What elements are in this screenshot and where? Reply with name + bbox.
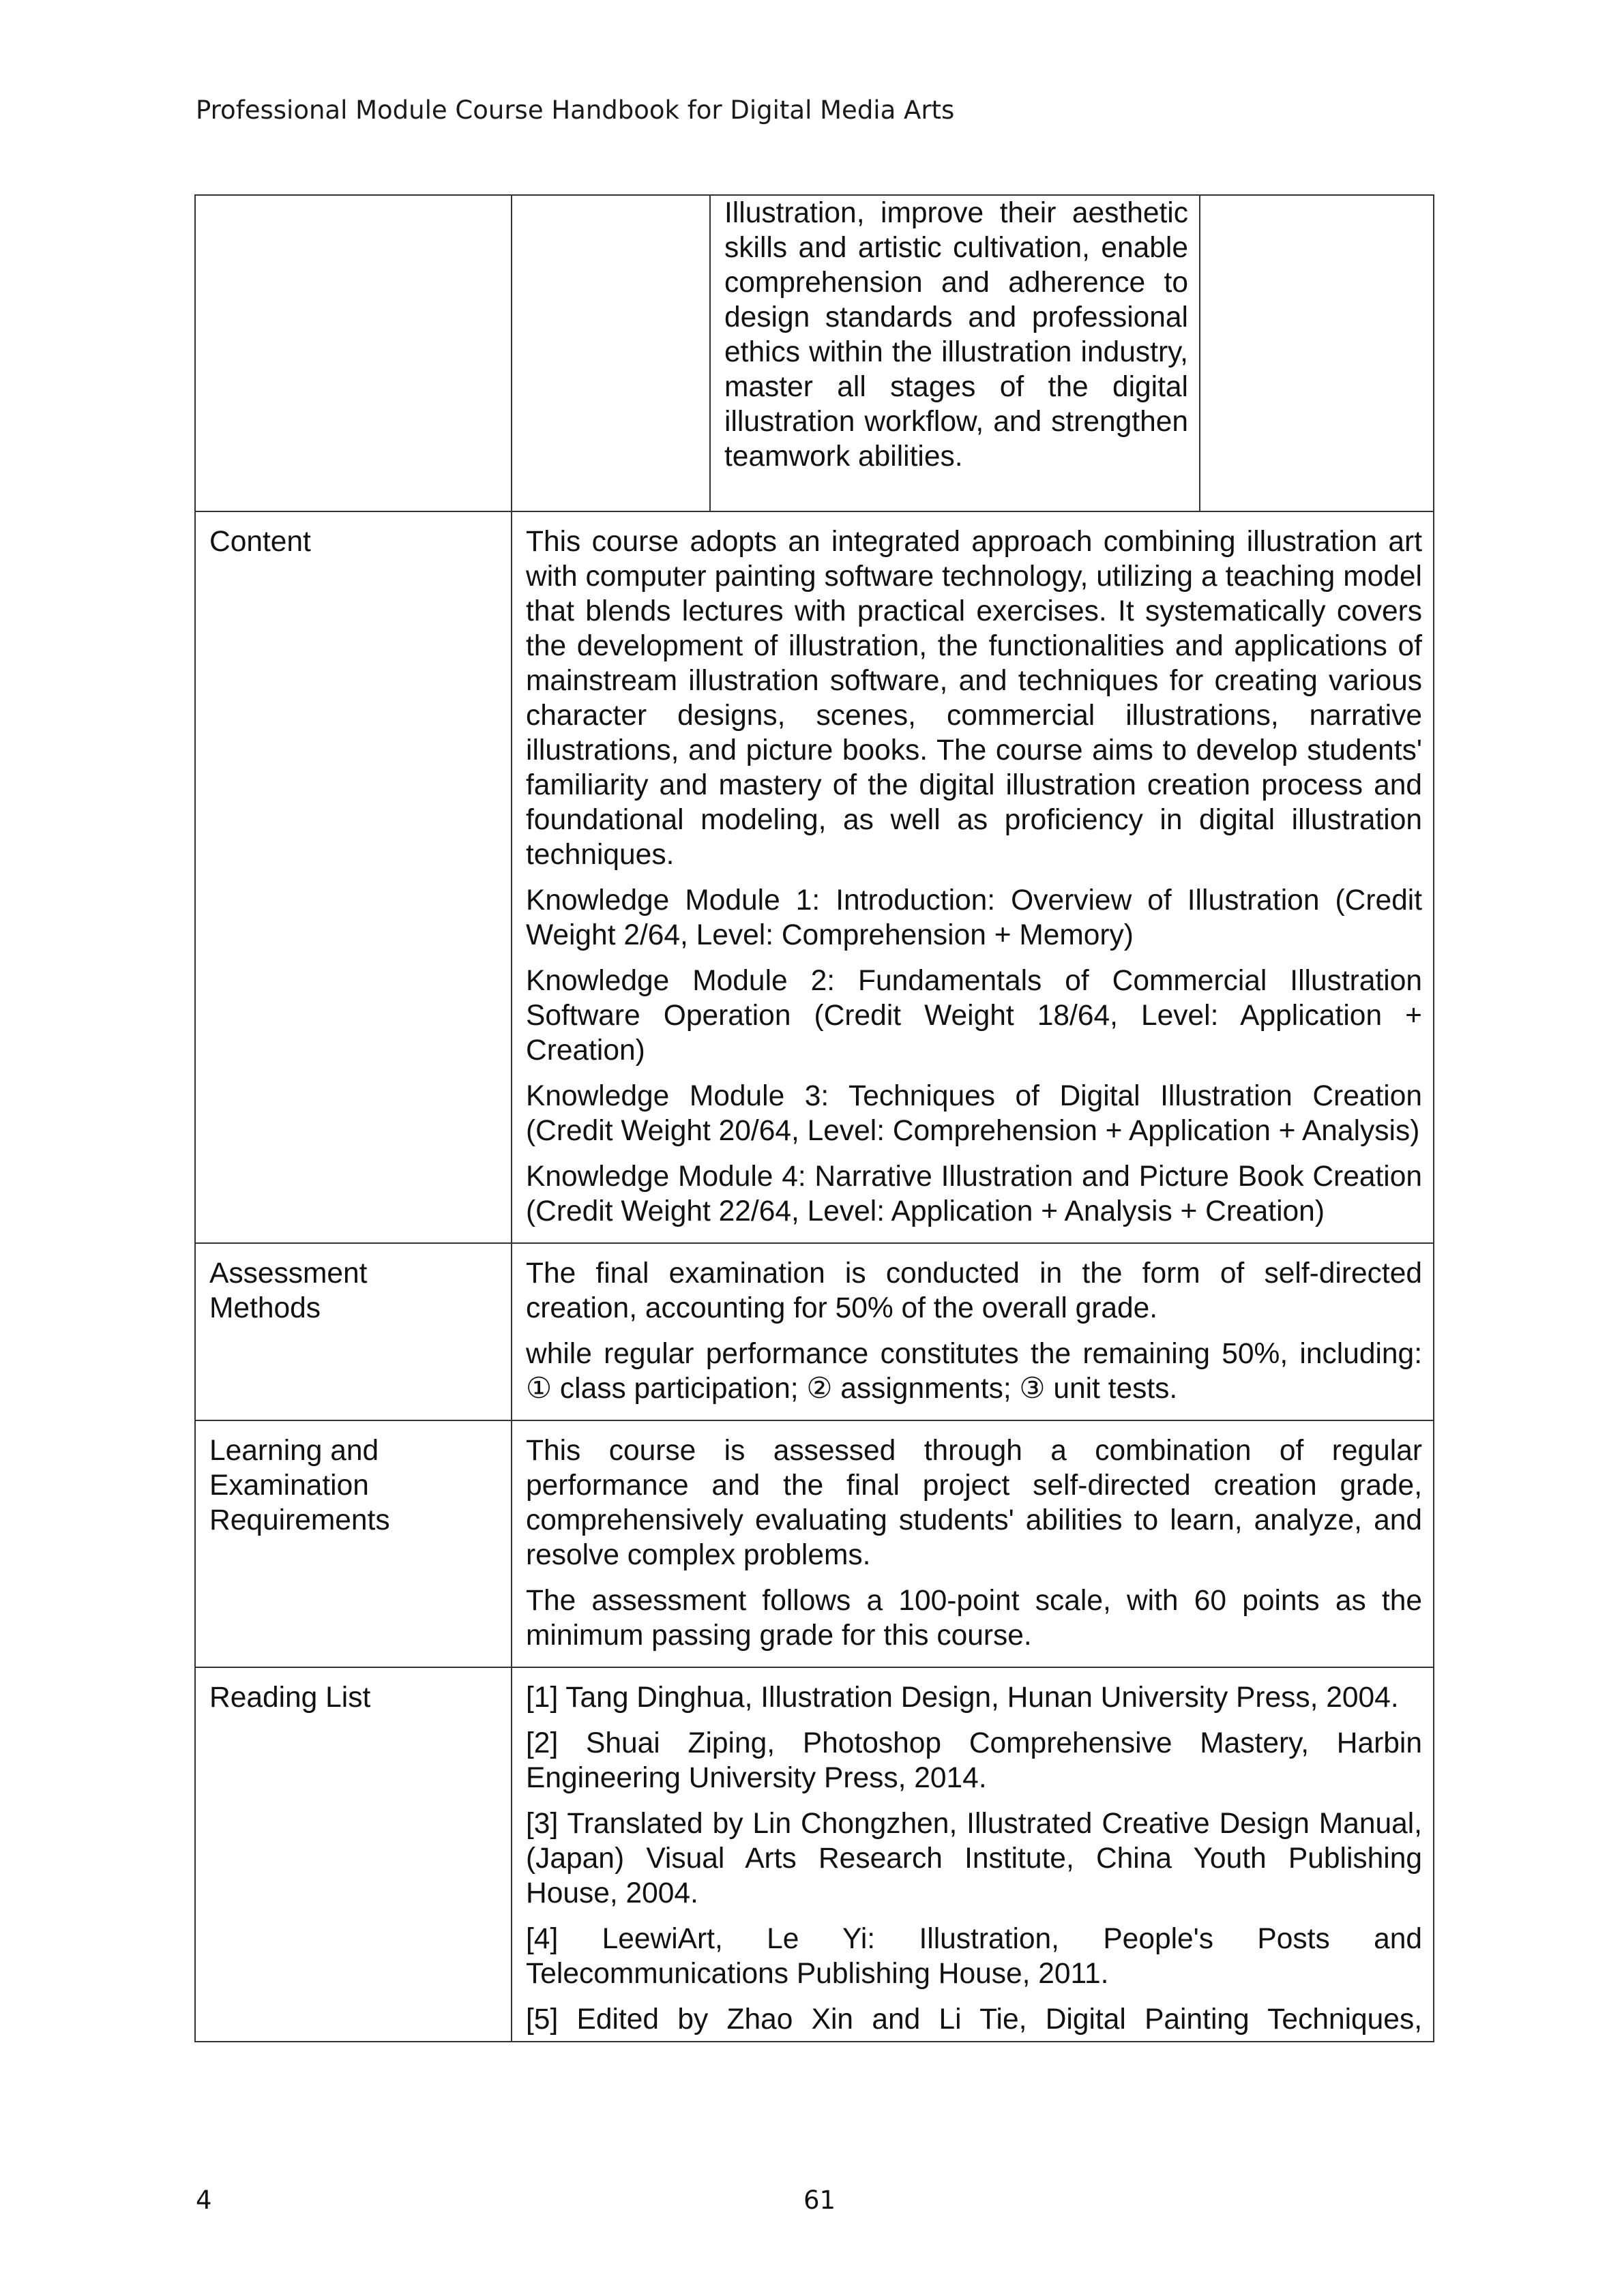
- reading-item: [1] Tang Dinghua, Illustration Design, Hunan University Press, 2004.: [526, 1682, 1399, 1714]
- knowledge-module-2: Knowledge Module 2: Fundamentals of Commercial Illustration Software Operation (Credit Weight 18/64, Level: Application + Creation): [526, 965, 1422, 1067]
- content-description: [512, 511, 1434, 1243]
- reading-item: [3] Translated by Lin Chongzhen, Illustrated Creative Design Manual, (Japan) Visual Arts Research Institute, China Youth Publishing House, 2004.: [526, 1808, 1422, 1909]
- assessment-row: [195, 1243, 1434, 1420]
- knowledge-module-3: Knowledge Module 3: Techniques of Digital Illustration Creation (Credit Weight 20/64, Level: Comprehension + Application + Analysis): [526, 1080, 1422, 1147]
- inner-blank-left: [512, 196, 710, 511]
- content-paragraph: This course adopts an integrated approach combining illustration art with computer painting software technology, utilizing a teaching model that blends lectures with practical exercises. It systematically covers the development of illustration, the functionalities and applications of mainstream illustration software, and techniques for creating various character designs, scenes, commercial illustrations, narrative illustrations, and picture books. The course aims to develop students' familiarity and mastery of the digital illustration creation process and foundational modeling, as well as proficiency in digital illustration techniques.: [526, 526, 1422, 871]
- reading-item: [4] LeewiArt, Le Yi: Illustration, People's Posts and Telecommunications Publishing House, 2011.: [526, 1923, 1422, 1990]
- knowledge-module-1: Knowledge Module 1: Introduction: Overview of Illustration (Credit Weight 2/64, Level: Comprehension + Memory): [526, 884, 1422, 951]
- reading-item: [5] Edited by Zhao Xin and Li Tie, Digital Painting Techniques,: [526, 2003, 1422, 2036]
- assessment-description: [512, 1243, 1434, 1420]
- requirements-row: [195, 1420, 1434, 1667]
- page-number-center: 61: [803, 2186, 836, 2215]
- content-label: Content: [195, 511, 512, 1243]
- page-header: Professional Module Course Handbook for Digital Media Arts: [196, 95, 955, 125]
- reading-list: [512, 1667, 1434, 2042]
- reading-item: [2] Shuai Ziping, Photoshop Comprehensive Mastery, Harbin Engineering University Press, 2014.: [526, 1727, 1422, 1794]
- objectives-split-cell: [512, 195, 1434, 511]
- reading-list-row: [195, 1667, 1434, 2042]
- objectives-inner-table: [512, 196, 1434, 511]
- assessment-paragraph-2: while regular performance constitutes the remaining 50%, including: ① class participation; ② assignments; ③ unit tests.: [526, 1338, 1422, 1405]
- course-table: [194, 194, 1434, 2042]
- assessment-paragraph-1: The final examination is conducted in the form of self-directed creation, accounting for 50% of the overall grade.: [526, 1257, 1422, 1324]
- empty-label-cell: [195, 195, 512, 511]
- content-row: [195, 511, 1434, 1243]
- requirements-description: [512, 1420, 1434, 1667]
- inner-blank-right: [1200, 196, 1434, 511]
- objective-text: Illustration, improve their aesthetic skills and artistic cultivation, enable comprehension and adherence to design standards and professional ethics within the illustration industry, master all stages of the digital illustration workflow, and strengthen teamwork abilities.: [710, 196, 1200, 511]
- knowledge-module-4: Knowledge Module 4: Narrative Illustration and Picture Book Creation (Credit Weight 22/64, Level: Application + Analysis + Creation): [526, 1161, 1422, 1227]
- requirements-label: Learning and Examination Requirements: [195, 1420, 512, 1667]
- reading-list-label: Reading List: [195, 1667, 512, 2042]
- page-number-left: 4: [196, 2186, 212, 2215]
- requirements-paragraph-2: The assessment follows a 100-point scale, with 60 points as the minimum passing grade for this course.: [526, 1585, 1422, 1652]
- assessment-label: Assessment Methods: [195, 1243, 512, 1420]
- objectives-continuation-row: [195, 195, 1434, 511]
- requirements-paragraph-1: This course is assessed through a combination of regular performance and the final project self-directed creation grade, comprehensively evaluating students' abilities to learn, analyze, and resolve complex problems.: [526, 1435, 1422, 1571]
